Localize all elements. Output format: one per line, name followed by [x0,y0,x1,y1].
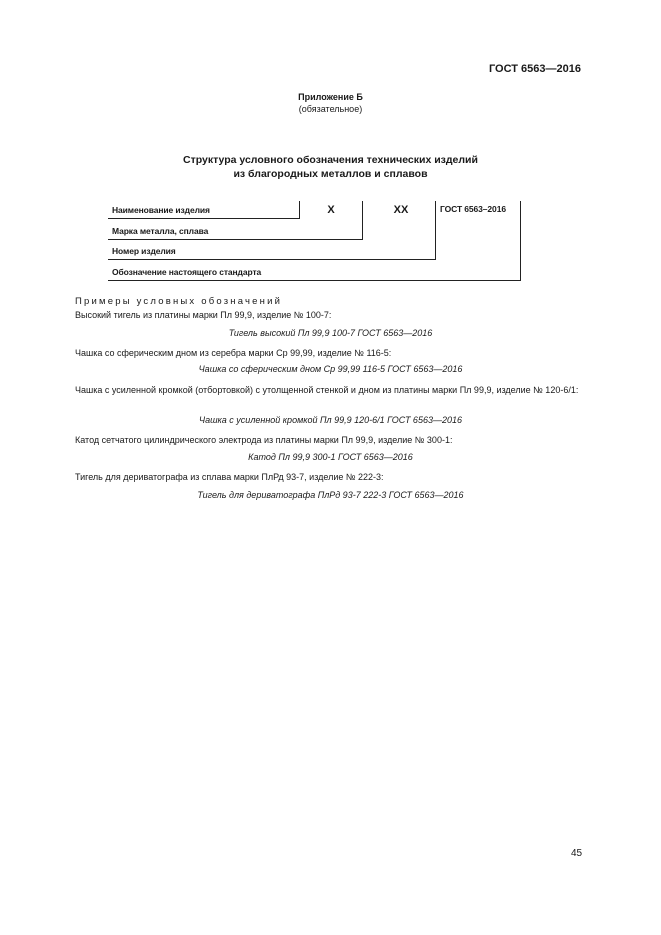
example-text: Чашка с усиленной кромкой (отбортовкой) с утолщенной стенкой и дном из платины марки Пл 99,9, изделие № 120-6/1: [75,385,579,395]
diagram-label-standard-designation: Обозначение настоящего стандарта [112,267,262,277]
diagram-line [299,201,300,219]
section-title [0,153,661,181]
example-text: Чашка со сферическим дном из серебра марки Ср 99,99, изделие № 116-5: [75,348,392,358]
document-code: ГОСТ 6563—2016 [488,63,581,75]
example-text: Катод сетчатого цилиндрического электрода из платины марки Пл 99,9, изделие № 300-1: [75,435,453,445]
diagram-label-product-number: Номер изделия [112,246,176,256]
section-title-line-1: Структура условного обозначения технических изделий [183,154,478,166]
diagram-line [108,239,363,240]
diagram-line [520,201,521,281]
diagram-line [108,218,300,219]
appendix-subtitle: (обязательное) [298,104,363,114]
section-title-line-2: из благородных металлов и сплавов [233,168,428,180]
example-designation: Тигель высокий Пл 99,9 100-7 ГОСТ 6563—2016 [228,328,433,338]
example-designation: Чашка с усиленной кромкой Пл 99,9 120-6/1 ГОСТ 6563—2016 [199,415,462,425]
examples-heading: Примеры условных обозначений [75,296,283,307]
example-designation: Чашка со сферическим дном Ср 99,99 116-5 ГОСТ 6563—2016 [198,364,463,374]
example-text: Высокий тигель из платины марки Пл 99,9, изделие № 100-7: [75,310,332,320]
diagram-line [362,201,363,240]
diagram-mark-x: X [327,204,335,216]
diagram-label-metal-grade: Марка металла, сплава [112,226,209,236]
page-number: 45 [571,848,583,859]
diagram-label-product-name: Наименование изделия [112,205,210,215]
diagram-mark-xx: XX [393,204,409,216]
diagram-mark-standard: ГОСТ 6563–2016 [440,204,506,214]
example-designation: Тигель для дериватографа ПлРд 93-7 222-3 ГОСТ 6563—2016 [197,490,464,500]
appendix-title: Приложение Б [298,92,363,102]
diagram-line [435,201,436,260]
example-designation: Катод Пл 99,9 300-1 ГОСТ 6563—2016 [248,452,413,462]
example-text: Тигель для дериватографа из сплава марки ПлРд 93-7, изделие № 222-3: [75,472,384,482]
diagram-line [108,259,436,260]
diagram-line [108,280,521,281]
